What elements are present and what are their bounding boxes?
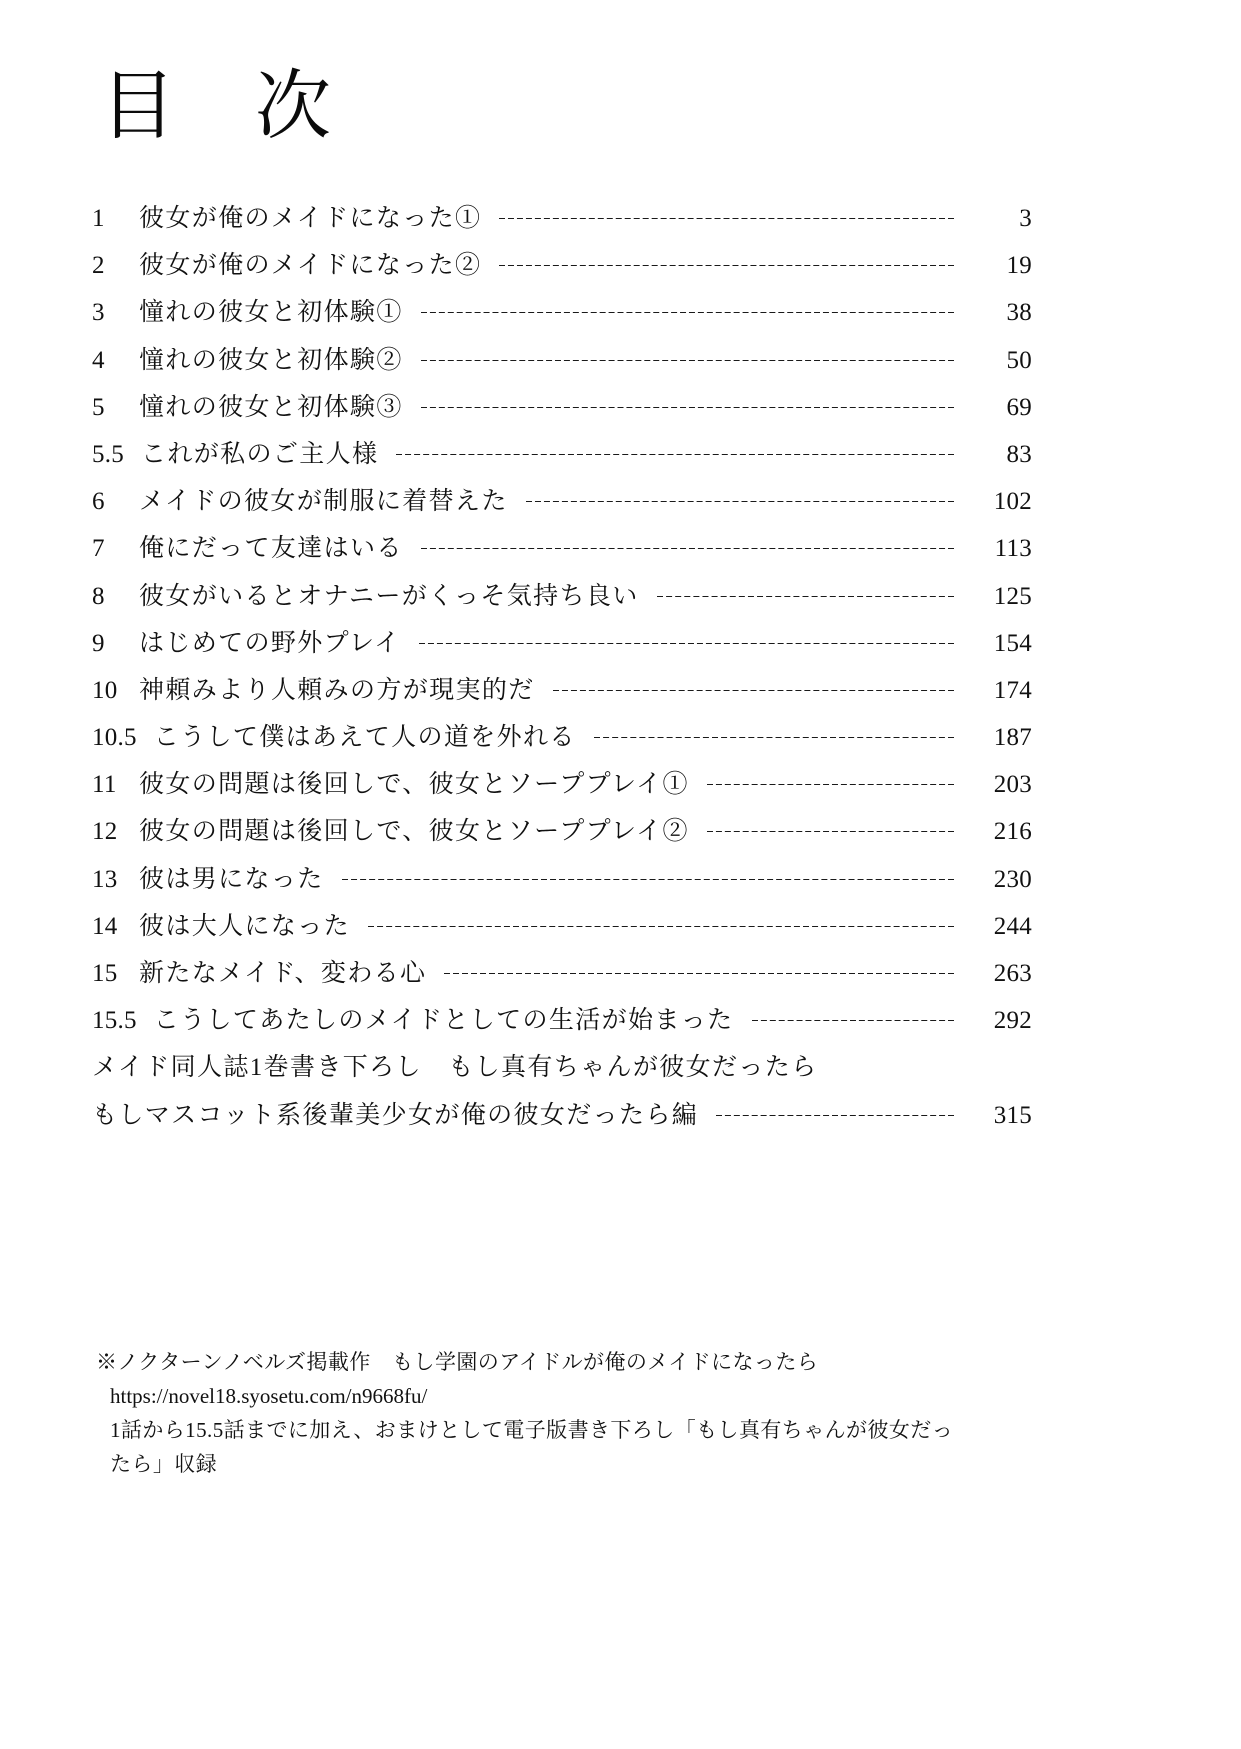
footnote-line-source: ※ノクターンノベルズ掲載作 もし学園のアイドルが俺のメイドになったら bbox=[96, 1350, 819, 1374]
toc-row[interactable] bbox=[92, 536, 1032, 583]
toc-row[interactable] bbox=[92, 1103, 1032, 1150]
page-title: 目 次 bbox=[100, 65, 333, 149]
toc-leader-dashes bbox=[421, 360, 954, 361]
toc-entry-title: 彼女の問題は後回しで、彼女とソーププレイ② bbox=[139, 818, 689, 846]
toc-entry-title: メイドの彼女が制服に着替えた bbox=[139, 488, 508, 516]
toc-page-number: 216 bbox=[993, 818, 1032, 846]
toc-entry-title: 神頼みより人頼みの方が現実的だ bbox=[139, 676, 535, 704]
toc-row[interactable] bbox=[92, 1055, 1032, 1102]
toc-row[interactable] bbox=[92, 867, 1032, 914]
toc-page-number: 187 bbox=[993, 724, 1032, 752]
toc-page-number: 50 bbox=[1006, 346, 1032, 374]
toc-entry-number: 11 bbox=[92, 771, 117, 799]
toc-entry-number: 14 bbox=[92, 912, 118, 940]
toc-leader-dashes bbox=[707, 784, 954, 785]
toc-entry-title: 彼女がいるとオナニーがくっそ気持ち良い bbox=[139, 582, 639, 610]
toc-page-number: 125 bbox=[993, 582, 1032, 610]
toc-leader-dashes bbox=[594, 737, 954, 738]
toc-leader-dashes bbox=[752, 1020, 954, 1021]
toc-leader-dashes bbox=[368, 926, 954, 927]
toc-page-number: 102 bbox=[993, 488, 1032, 516]
toc-page-number: 244 bbox=[993, 912, 1032, 940]
toc-row[interactable] bbox=[92, 772, 1032, 819]
toc-leader-dashes bbox=[396, 454, 954, 455]
toc-leader-dashes bbox=[657, 596, 954, 597]
toc-row[interactable] bbox=[92, 631, 1032, 678]
toc-page-number: 113 bbox=[994, 535, 1032, 563]
toc-entry-title: 彼女が俺のメイドになった② bbox=[139, 252, 482, 280]
toc-entry-list bbox=[92, 206, 1032, 1150]
toc-entry-number: 4 bbox=[92, 346, 105, 374]
toc-entry-number: 5.5 bbox=[92, 440, 124, 468]
toc-leader-dashes bbox=[707, 831, 954, 832]
toc-entry-title: 憧れの彼女と初体験② bbox=[139, 346, 403, 374]
toc-page-number: 3 bbox=[1019, 205, 1032, 232]
toc-row[interactable] bbox=[92, 678, 1032, 725]
toc-entry-title: 新たなメイド、変わる心 bbox=[139, 960, 427, 987]
toc-page-number: 203 bbox=[993, 771, 1032, 799]
toc-entry-title: こうしてあたしのメイドとしての生活が始まった bbox=[153, 1007, 734, 1035]
toc-leader-dashes bbox=[444, 973, 954, 974]
toc-leader-dashes bbox=[716, 1115, 954, 1116]
toc-row[interactable] bbox=[92, 584, 1032, 631]
toc-entry-number: 2 bbox=[92, 252, 105, 280]
toc-leader-dashes bbox=[499, 218, 954, 219]
toc-row[interactable] bbox=[92, 395, 1032, 442]
toc-entry-title: 彼は男になった bbox=[139, 865, 324, 893]
toc-row[interactable] bbox=[92, 206, 1032, 253]
toc-entry-title: こうして僕はあえて人の道を外れる bbox=[153, 724, 576, 752]
footnote-line-url[interactable]: https://novel18.syosetu.com/n9668fu/ bbox=[110, 1384, 428, 1409]
toc-row[interactable] bbox=[92, 442, 1032, 489]
toc-page-number: 69 bbox=[1006, 393, 1032, 421]
toc-page-number: 263 bbox=[993, 960, 1032, 987]
toc-entry-number: 15.5 bbox=[92, 1007, 137, 1035]
toc-leader-dashes bbox=[421, 548, 954, 549]
toc-page-number: 83 bbox=[1006, 440, 1032, 468]
toc-entry-number: 10 bbox=[92, 676, 118, 704]
toc-row[interactable] bbox=[92, 819, 1032, 866]
toc-leader-dashes bbox=[421, 312, 954, 313]
toc-row[interactable] bbox=[92, 725, 1032, 772]
toc-page-number: 19 bbox=[1006, 252, 1032, 280]
toc-leader-dashes bbox=[421, 407, 954, 408]
toc-leader-dashes bbox=[836, 1067, 954, 1068]
toc-entry-number: 9 bbox=[92, 629, 105, 657]
toc-entry-title: もしマスコット系後輩美少女が俺の彼女だったら編 bbox=[92, 1101, 699, 1129]
footnote-line-contents-cont: たら」収録 bbox=[110, 1452, 218, 1477]
toc-entry-number: 7 bbox=[92, 535, 105, 563]
toc-entry-title: 彼女の問題は後回しで、彼女とソーププレイ① bbox=[139, 771, 689, 799]
toc-entry-title: 憧れの彼女と初体験③ bbox=[139, 393, 403, 421]
toc-entry-number: 15 bbox=[92, 960, 118, 987]
toc-entry-number: 8 bbox=[92, 582, 105, 610]
toc-page-number: 38 bbox=[1006, 299, 1032, 327]
toc-entry-number: 6 bbox=[92, 488, 105, 516]
toc-page-number: 154 bbox=[993, 629, 1032, 657]
toc-row[interactable] bbox=[92, 253, 1032, 300]
toc-entry-title: はじめての野外プレイ bbox=[139, 629, 401, 657]
toc-row[interactable] bbox=[92, 348, 1032, 395]
toc-page-number: 230 bbox=[993, 865, 1032, 893]
toc-leader-dashes bbox=[419, 643, 954, 644]
toc-page-number: 315 bbox=[993, 1101, 1032, 1129]
toc-row[interactable] bbox=[92, 300, 1032, 347]
toc-entry-number: 5 bbox=[92, 393, 105, 421]
toc-entry-number: 12 bbox=[92, 818, 118, 846]
toc-leader-dashes bbox=[553, 690, 954, 691]
toc-entry-number: 13 bbox=[92, 865, 118, 893]
toc-entry-number: 10.5 bbox=[92, 724, 137, 752]
toc-entry-number: 1 bbox=[92, 205, 105, 232]
toc-row[interactable] bbox=[92, 489, 1032, 536]
toc-entry-title: メイド同人誌1巻書き下ろし もし真有ちゃんが彼女だったら bbox=[92, 1054, 818, 1082]
toc-entry-number: 3 bbox=[92, 299, 105, 327]
toc-row[interactable] bbox=[92, 1008, 1032, 1055]
toc-leader-dashes bbox=[342, 879, 954, 880]
toc-entry-title: 憧れの彼女と初体験① bbox=[139, 299, 403, 327]
toc-page-number: 292 bbox=[993, 1007, 1032, 1035]
toc-entry-title: 彼女が俺のメイドになった① bbox=[139, 205, 482, 232]
footnote-line-contents: 1話から15.5話までに加え、おまけとして電子版書き下ろし「もし真有ちゃんが彼女だっ bbox=[110, 1418, 954, 1443]
toc-page-number: 174 bbox=[993, 676, 1032, 704]
footnote-block bbox=[96, 1345, 1096, 1481]
toc-row[interactable] bbox=[92, 914, 1032, 961]
toc-entry-title: 俺にだって友達はいる bbox=[139, 535, 403, 563]
toc-leader-dashes bbox=[526, 501, 954, 502]
toc-entry-title: 彼は大人になった bbox=[139, 912, 351, 940]
toc-leader-dashes bbox=[499, 265, 954, 266]
toc-row[interactable] bbox=[92, 961, 1032, 1008]
toc-entry-title: これが私のご主人様 bbox=[141, 440, 379, 468]
